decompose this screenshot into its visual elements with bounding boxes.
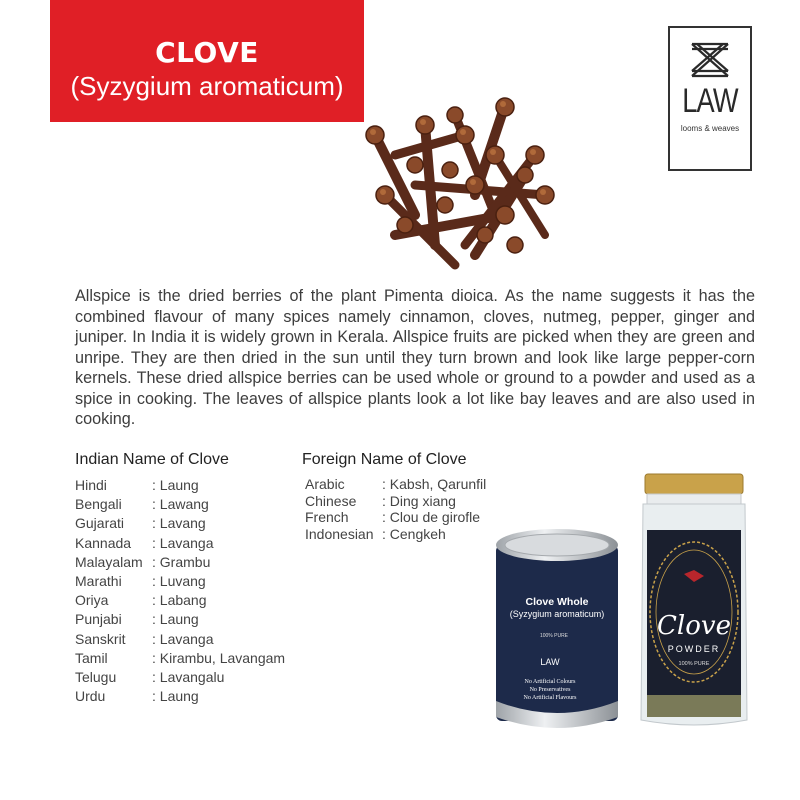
tin-title: Clove Whole — [525, 596, 589, 608]
tin-claim-1: No Artificial Colours — [524, 679, 576, 685]
foreign-names-list — [305, 476, 486, 542]
foreign-name-language: French — [305, 509, 349, 525]
indian-name-row — [75, 496, 285, 515]
indian-name-language: Marathi — [75, 572, 122, 589]
indian-name-language: Punjabi — [75, 611, 122, 628]
logo-subtext: looms & weaves — [680, 124, 740, 133]
indian-name-language: Telugu — [75, 668, 117, 685]
indian-name-row — [75, 477, 285, 496]
foreign-name-name: : Ding xiang — [382, 492, 456, 509]
indian-name-language: Malayalam — [75, 553, 143, 570]
indian-names-heading: Indian Name of Clove — [75, 451, 229, 468]
clove-whole-tin-image — [488, 525, 623, 735]
foreign-name-language: Arabic — [305, 476, 345, 492]
description-paragraph: Allspice is the dried berries of the plant Pimenta dioica. As the name suggests it has the combined flavour of many spices namely cinnamon, cloves, nutmeg, pepper, ginger and juniper. In India it is widely grown in Kerala. Allspice fruits are picked when they are green and unripe. They are then dried in the sun until they turn brown and look like large pepper-corn kernels. These dried allspice berries can be used whole or ground to a powder and used as a spice in cooking. The leaves of allspice plants look a lot like bay leaves and are also used in cooking. — [75, 287, 755, 428]
indian-names-list — [75, 477, 285, 707]
brand-logo — [668, 26, 752, 171]
foreign-name-row — [305, 476, 486, 493]
indian-name-row — [75, 650, 285, 669]
indian-name-row — [75, 631, 285, 650]
title-banner — [50, 0, 364, 122]
indian-name-row — [75, 611, 285, 630]
foreign-name-row — [305, 526, 486, 543]
jar-powder-label: POWDER — [667, 644, 721, 654]
tin-brand: LAW — [540, 657, 560, 667]
indian-name-name: : Laung — [152, 477, 199, 493]
indian-name-language: Tamil — [75, 649, 108, 666]
foreign-name-name: : Clou de girofle — [382, 509, 481, 525]
indian-name-name: : Lavang — [152, 515, 206, 532]
clove-powder-jar-image — [637, 470, 752, 730]
clove-pile-image — [355, 95, 570, 280]
page-title: CLOVE — [155, 36, 259, 69]
indian-name-row — [75, 573, 285, 592]
tin-subtitle: (Syzygium aromaticum) — [509, 609, 605, 619]
page-subtitle: (Syzygium aromaticum) — [70, 71, 344, 101]
indian-name-language: Gujarati — [75, 515, 125, 532]
indian-name-name: : Grambu — [152, 553, 211, 570]
indian-name-name: : Lavanga — [152, 534, 214, 551]
indian-name-row — [75, 535, 285, 554]
indian-name-name: : Luvang — [152, 572, 206, 589]
indian-name-name: : Lavangalu — [152, 668, 225, 685]
jar-name: Clove — [657, 611, 731, 641]
indian-name-name: : Lavanga — [152, 630, 214, 647]
indian-name-name: : Kirambu, Lavangam — [152, 649, 286, 666]
tin-claim-3: No Artificial Flavours — [523, 695, 577, 701]
indian-name-row — [75, 554, 285, 573]
indian-name-row — [75, 592, 285, 611]
tin-pure: 100% PURE — [539, 633, 569, 639]
foreign-name-row — [305, 493, 486, 510]
foreign-name-language: Chinese — [305, 492, 357, 509]
jar-pure: 100% PURE — [678, 661, 710, 667]
foreign-name-name: : Cengkeh — [382, 525, 446, 542]
weave-icon — [688, 40, 732, 80]
indian-name-language: Kannada — [75, 534, 132, 551]
logo-text: LAW — [682, 82, 738, 120]
indian-name-name: : Labang — [152, 592, 207, 609]
foreign-names-heading: Foreign Name of Clove — [302, 451, 467, 468]
foreign-name-name: : Kabsh, Qarunfil — [382, 476, 487, 492]
indian-name-language: Hindi — [75, 477, 107, 493]
foreign-name-language: Indonesian — [305, 525, 374, 542]
indian-name-language: Sanskrit — [75, 630, 126, 647]
foreign-name-row — [305, 509, 486, 526]
indian-name-language: Oriya — [75, 592, 109, 609]
indian-name-language: Urdu — [75, 688, 106, 705]
indian-name-name: : Lawang — [152, 496, 209, 513]
indian-name-row — [75, 669, 285, 688]
indian-name-name: : Laung — [152, 611, 199, 628]
indian-name-row — [75, 515, 285, 534]
tin-claim-2: No Preservatives — [529, 687, 571, 693]
indian-name-language: Bengali — [75, 496, 122, 513]
indian-name-row — [75, 688, 285, 707]
indian-name-name: : Laung — [152, 688, 199, 705]
